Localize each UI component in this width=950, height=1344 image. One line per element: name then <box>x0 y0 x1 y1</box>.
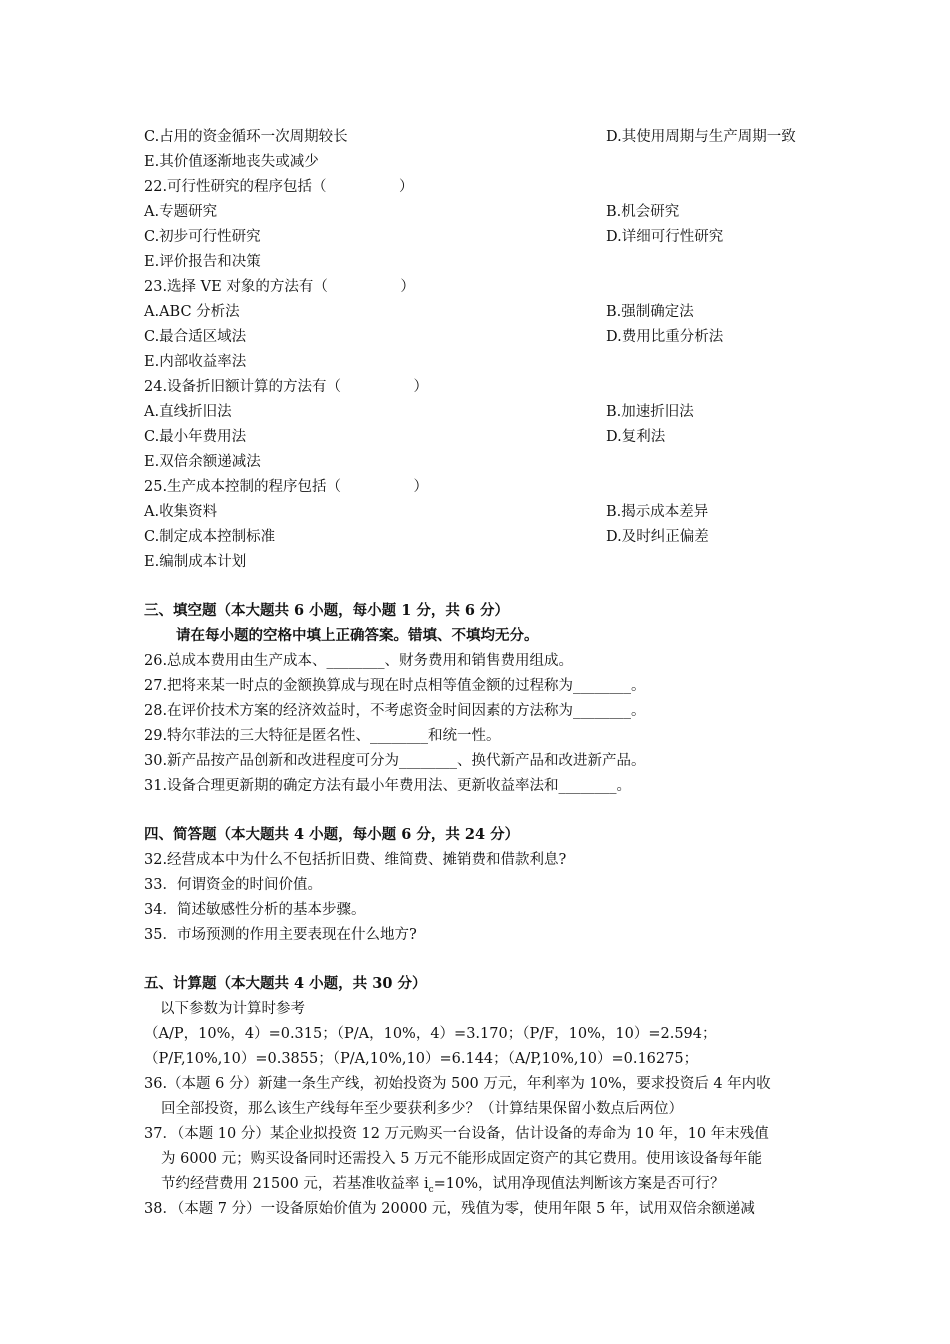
option-d: D.复利法 <box>606 429 666 445</box>
fill-blank-item: 31.设备合理更新期的确定方法有最小年费用法、更新收益率法和________。 <box>144 778 632 794</box>
option-line <box>144 127 796 147</box>
option-line <box>144 402 694 422</box>
question-24-stem: 24.设备折旧额计算的方法有（ ） <box>144 379 429 395</box>
option-d: D.费用比重分析法 <box>606 329 724 345</box>
option-line <box>144 427 666 447</box>
question-36-cont: 回全部投资，那么该生产线每年至少要获利多少？（计算结果保留小数点后两位） <box>161 1101 683 1117</box>
option-line <box>144 252 261 272</box>
option-c: C.初步可行性研究 <box>144 229 261 245</box>
option-d: D.及时纠正偏差 <box>606 529 709 545</box>
option-b: B.强制确定法 <box>606 304 694 320</box>
option-e: E.编制成本计划 <box>144 554 247 570</box>
section-5-heading: 五、计算题（本大题共 4 小题，共 30 分） <box>144 975 427 992</box>
option-c: C.占用的资金循环一次周期较长 <box>144 129 348 145</box>
reference-params: （A/P，10%，4）=0.315；（P/A，10%，4）=3.170；（P/F，10%，10）=2.594； <box>144 1026 717 1042</box>
option-b: B.揭示成本差异 <box>606 504 709 520</box>
option-line <box>144 227 724 247</box>
option-line <box>144 502 709 522</box>
short-answer-item: 32.经营成本中为什么不包括折旧费、维简费、摊销费和借款利息? <box>144 852 567 868</box>
fill-blank-item: 26.总成本费用由生产成本、________、财务费用和销售费用组成。 <box>144 653 574 669</box>
option-line <box>144 202 680 222</box>
option-c: C.制定成本控制标准 <box>144 529 276 545</box>
section-3-heading: 三、填空题（本大题共 6 小题，每小题 1 分，共 6 分） <box>144 602 510 619</box>
option-line <box>144 352 246 372</box>
short-answer-item: 33．何谓资金的时间价值。 <box>144 877 322 893</box>
question-37-cont: 为 6000 元；购买设备同时还需投入 5 万元不能形成固定资产的其它费用。使用该设备每年能 <box>161 1151 763 1167</box>
short-answer-item: 35．市场预测的作用主要表现在什么地方? <box>144 927 417 943</box>
option-e: E.双倍余额递减法 <box>144 454 261 470</box>
question-36: 36.（本题 6 分）新建一条生产线，初始投资为 500 万元，年利率为 10%，要求投资后 4 年内收 <box>144 1076 771 1092</box>
option-d: D.详细可行性研究 <box>606 229 724 245</box>
option-e: E.评价报告和决策 <box>144 254 261 270</box>
fill-blank-item: 29.特尔菲法的三大特征是匿名性、________和统一性。 <box>144 728 501 744</box>
question-37-cont: 节约经营费用 21500 元，若基准收益率 $i_c=10\%$，试用净现值法判断该方案是否可行？ <box>161 1176 725 1195</box>
option-line <box>144 452 261 472</box>
option-a: A.ABC 分析法 <box>144 304 240 320</box>
question-23-stem: 23.选择 VE 对象的方法有（ ） <box>144 279 415 295</box>
fill-blank-item: 28.在评价技术方案的经济效益时，不考虑资金时间因素的方法称为________。 <box>144 703 646 719</box>
option-line <box>144 527 709 547</box>
fill-blank-item: 30.新产品按产品创新和改进程度可分为________、换代新产品和改进新产品。 <box>144 753 646 769</box>
option-line <box>144 302 694 322</box>
question-25-stem: 25.生产成本控制的程序包括（ ） <box>144 479 429 495</box>
section-4-heading: 四、简答题（本大题共 4 小题，每小题 6 分，共 24 分） <box>144 826 520 843</box>
option-b: B.加速折旧法 <box>606 404 694 420</box>
option-a: A.直线折旧法 <box>144 404 232 420</box>
question-22-stem: 22.可行性研究的程序包括（ ） <box>144 179 414 195</box>
option-line <box>144 327 724 347</box>
option-a: A.专题研究 <box>144 204 218 220</box>
option-c: C.最小年费用法 <box>144 429 247 445</box>
section-3-instruction: 请在每小题的空格中填上正确答案。错填、不填均无分。 <box>176 627 539 644</box>
option-e: E.内部收益率法 <box>144 354 247 370</box>
fill-blank-item: 27.把将来某一时点的金额换算成与现在时点相等值金额的过程称为________。 <box>144 678 646 694</box>
option-line <box>144 152 319 172</box>
option-b: B.机会研究 <box>606 204 680 220</box>
option-e: E.其价值逐渐地丧失或减少 <box>144 154 319 170</box>
option-line <box>144 552 246 572</box>
reference-note: 以下参数为计算时参考 <box>160 1001 305 1017</box>
short-answer-item: 34．简述敏感性分析的基本步骤。 <box>144 902 366 918</box>
question-37: 37．（本题 10 分）某企业拟投资 12 万元购买一台设备，估计设备的寿命为 10 年，10 年末残值 <box>144 1126 769 1142</box>
subscript-c: c <box>428 1184 434 1195</box>
question-38: 38．（本题 7 分）一设备原始价值为 20000 元，残值为零，使用年限 5 年，试用双倍余额递减 <box>144 1201 755 1217</box>
option-c: C.最合适区域法 <box>144 329 247 345</box>
option-a: A.收集资料 <box>144 504 218 520</box>
reference-params: （P/F,10%,10）=0.3855；（P/A,10%,10）=6.144；（A/P,10%,10）=0.16275； <box>144 1051 699 1067</box>
option-d: D.其使用周期与生产周期一致 <box>606 129 796 145</box>
